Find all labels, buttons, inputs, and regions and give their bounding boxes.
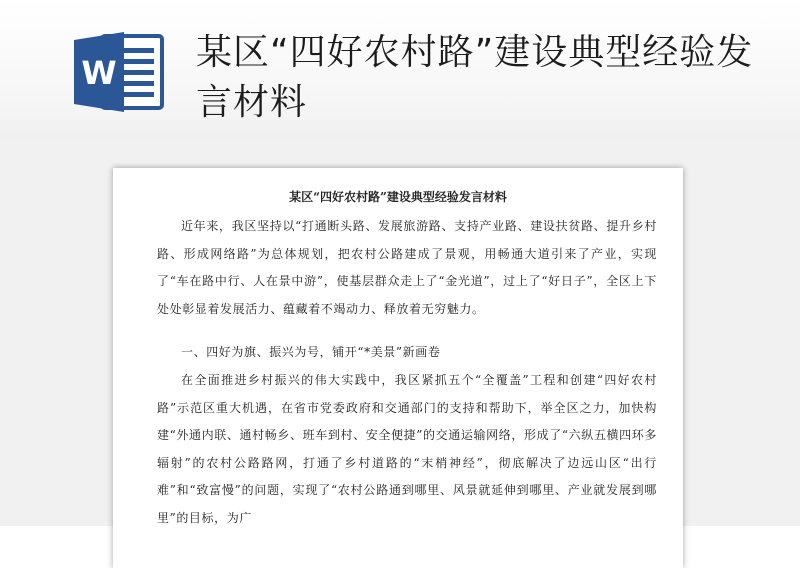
document-page — [113, 168, 683, 568]
svg-text:W: W — [81, 54, 117, 92]
paragraph-body: 在全面推进乡村振兴的伟大实践中，我区紧抓五个“全覆盖”工程和创建“四好农村路”示范区重大机遇，在省市党委政府和交通部门的支持和帮助下，举全区之力，加快构建“外通内联、通村畅乡、班车到村、安全便捷”的交通运输网络，形成了“六纵五横四环多辐射”的农村公路路网，打通了乡村道路的“末梢神经”，彻底解决了边远山区“出行难”和“致富慢”的问题，实现了“农村公路通到哪里、风景就延伸到哪里、产业就发展到哪里”的目标，为广 — [157, 373, 657, 525]
page-title: 某区“四好农村路”建设典型经验发言材料 — [196, 32, 754, 123]
header-banner — [0, 0, 800, 140]
word-icon — [72, 30, 166, 114]
document-title: 某区“四好农村路”建设典型经验发言材料 — [289, 190, 507, 204]
section-heading: 一、四好为旗、振兴为号，铺开“*美景”新画卷 — [181, 345, 441, 359]
paragraph-intro: 近年来，我区坚持以“打通断头路、发展旅游路、支持产业路、建设扶贫路、提升乡村路、形成网络路”为总体规划，把农村公路建成了景观，用畅通大道引来了产业，实现了“车在路中行、人在景中游”，使基层群众走上了“金光道”，过上了“好日子”，全区上下处处彰显着发展活力、蕴藏着不竭动力、释放着无穷魅力。 — [157, 219, 657, 316]
